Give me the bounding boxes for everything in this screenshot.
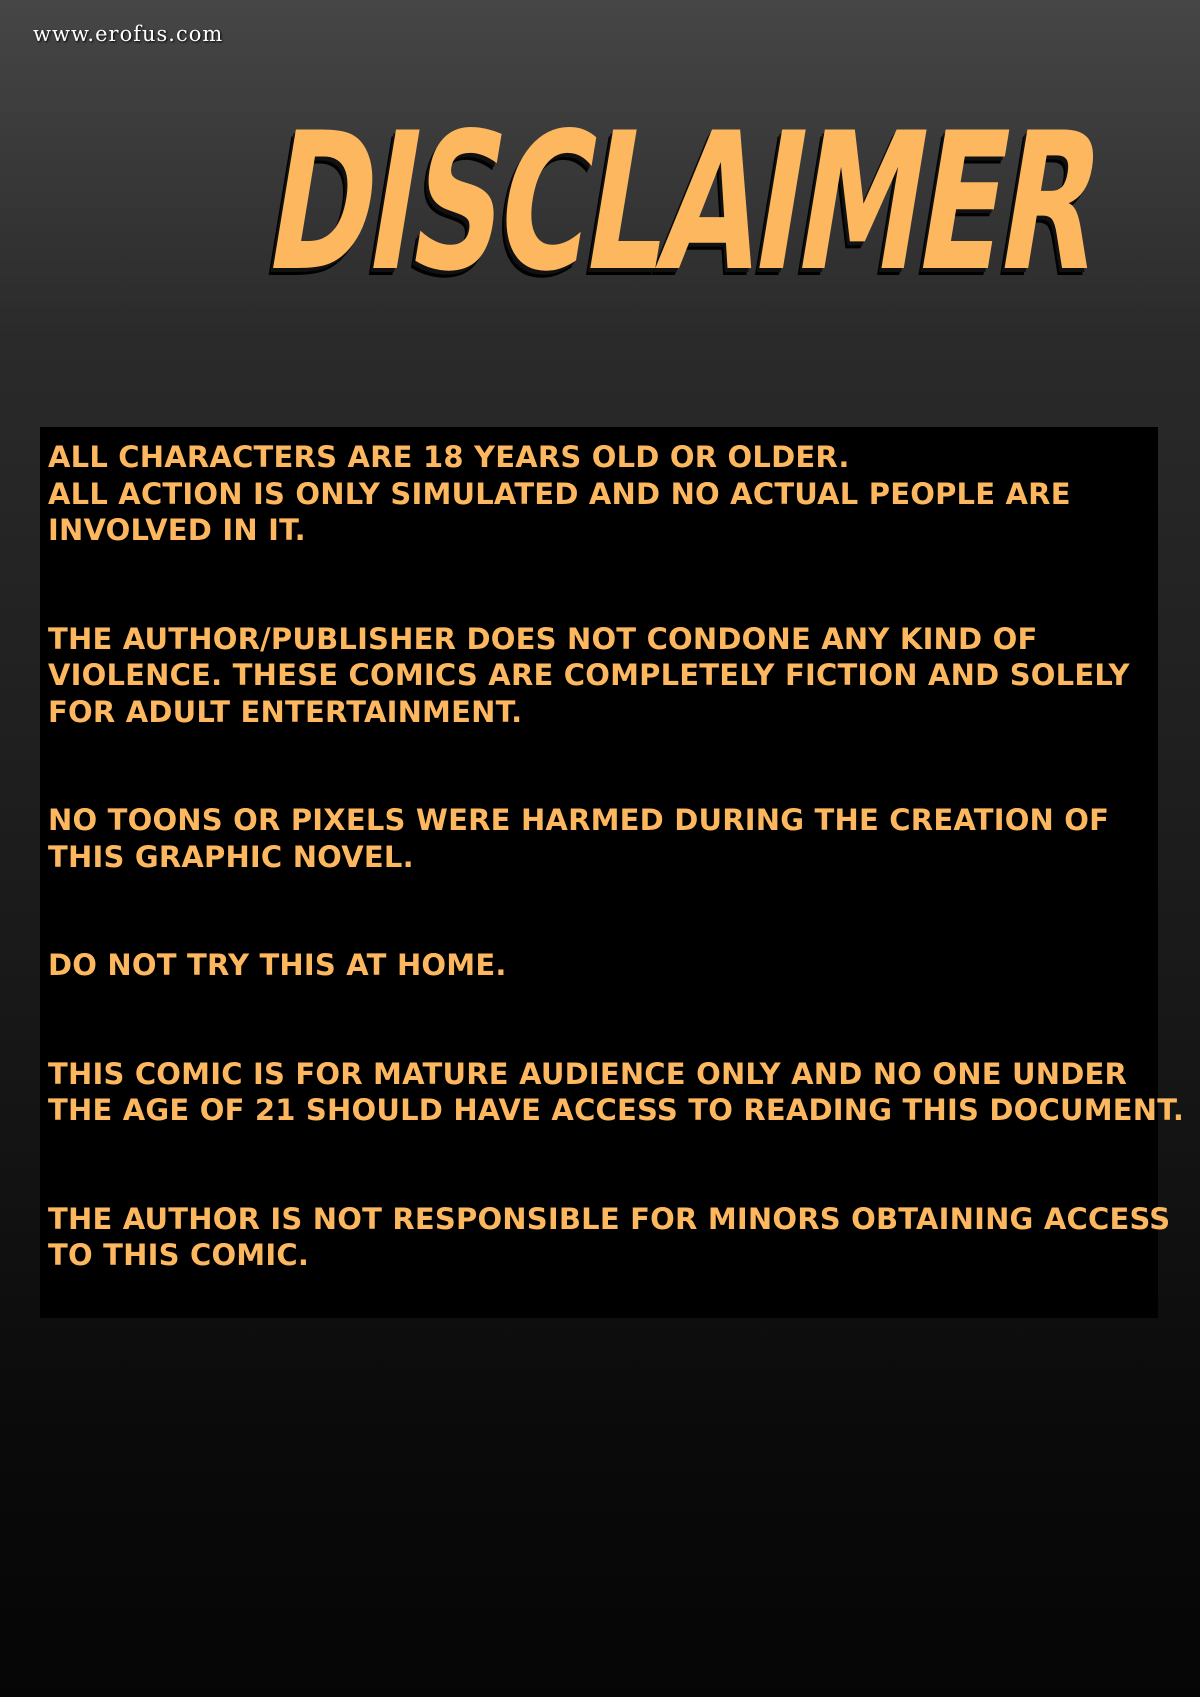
disclaimer-line: THE AUTHOR IS NOT RESPONSIBLE FOR MINORS OBTAINING ACCESS <box>48 1201 1171 1236</box>
disclaimer-paragraph <box>48 947 1148 984</box>
title-banner <box>180 88 1115 328</box>
disclaimer-paragraph <box>48 1056 1185 1129</box>
disclaimer-paragraph <box>48 621 1148 731</box>
disclaimer-line: DO NOT TRY THIS AT HOME. <box>48 948 507 982</box>
disclaimer-line: ALL ACTION IS ONLY SIMULATED AND NO ACTUAL PEOPLE ARE <box>48 476 1071 511</box>
disclaimer-paragraph <box>48 439 1148 549</box>
watermark-text: www.erofus.com <box>33 22 224 46</box>
disclaimer-line: THIS COMIC IS FOR MATURE AUDIENCE ONLY AND NO ONE UNDER <box>48 1056 1128 1091</box>
disclaimer-line: THIS GRAPHIC NOVEL. <box>48 839 414 874</box>
disclaimer-line: THE AUTHOR/PUBLISHER DOES NOT CONDONE ANY KIND OF <box>48 621 1038 656</box>
disclaimer-line: ALL CHARACTERS ARE 18 YEARS OLD OR OLDER. <box>48 440 850 474</box>
disclaimer-line: NO TOONS OR PIXELS WERE HARMED DURING THE CREATION OF <box>48 803 1110 837</box>
disclaimer-panel <box>40 427 1185 1318</box>
disclaimer-line: THE AGE OF 21 SHOULD HAVE ACCESS TO READING THIS DOCUMENT. <box>48 1093 1185 1127</box>
disclaimer-paragraph <box>48 802 1148 875</box>
disclaimer-line: FOR ADULT ENTERTAINMENT. <box>48 694 523 729</box>
disclaimer-line: TO THIS COMIC. <box>48 1238 310 1272</box>
disclaimer-paragraph <box>48 1201 1171 1274</box>
disclaimer-line: VIOLENCE. THESE COMICS ARE COMPLETELY FICTION AND SOLELY <box>48 658 1130 692</box>
page-title: DISCLAIMER <box>254 92 1115 313</box>
disclaimer-line: INVOLVED IN IT. <box>48 513 306 547</box>
